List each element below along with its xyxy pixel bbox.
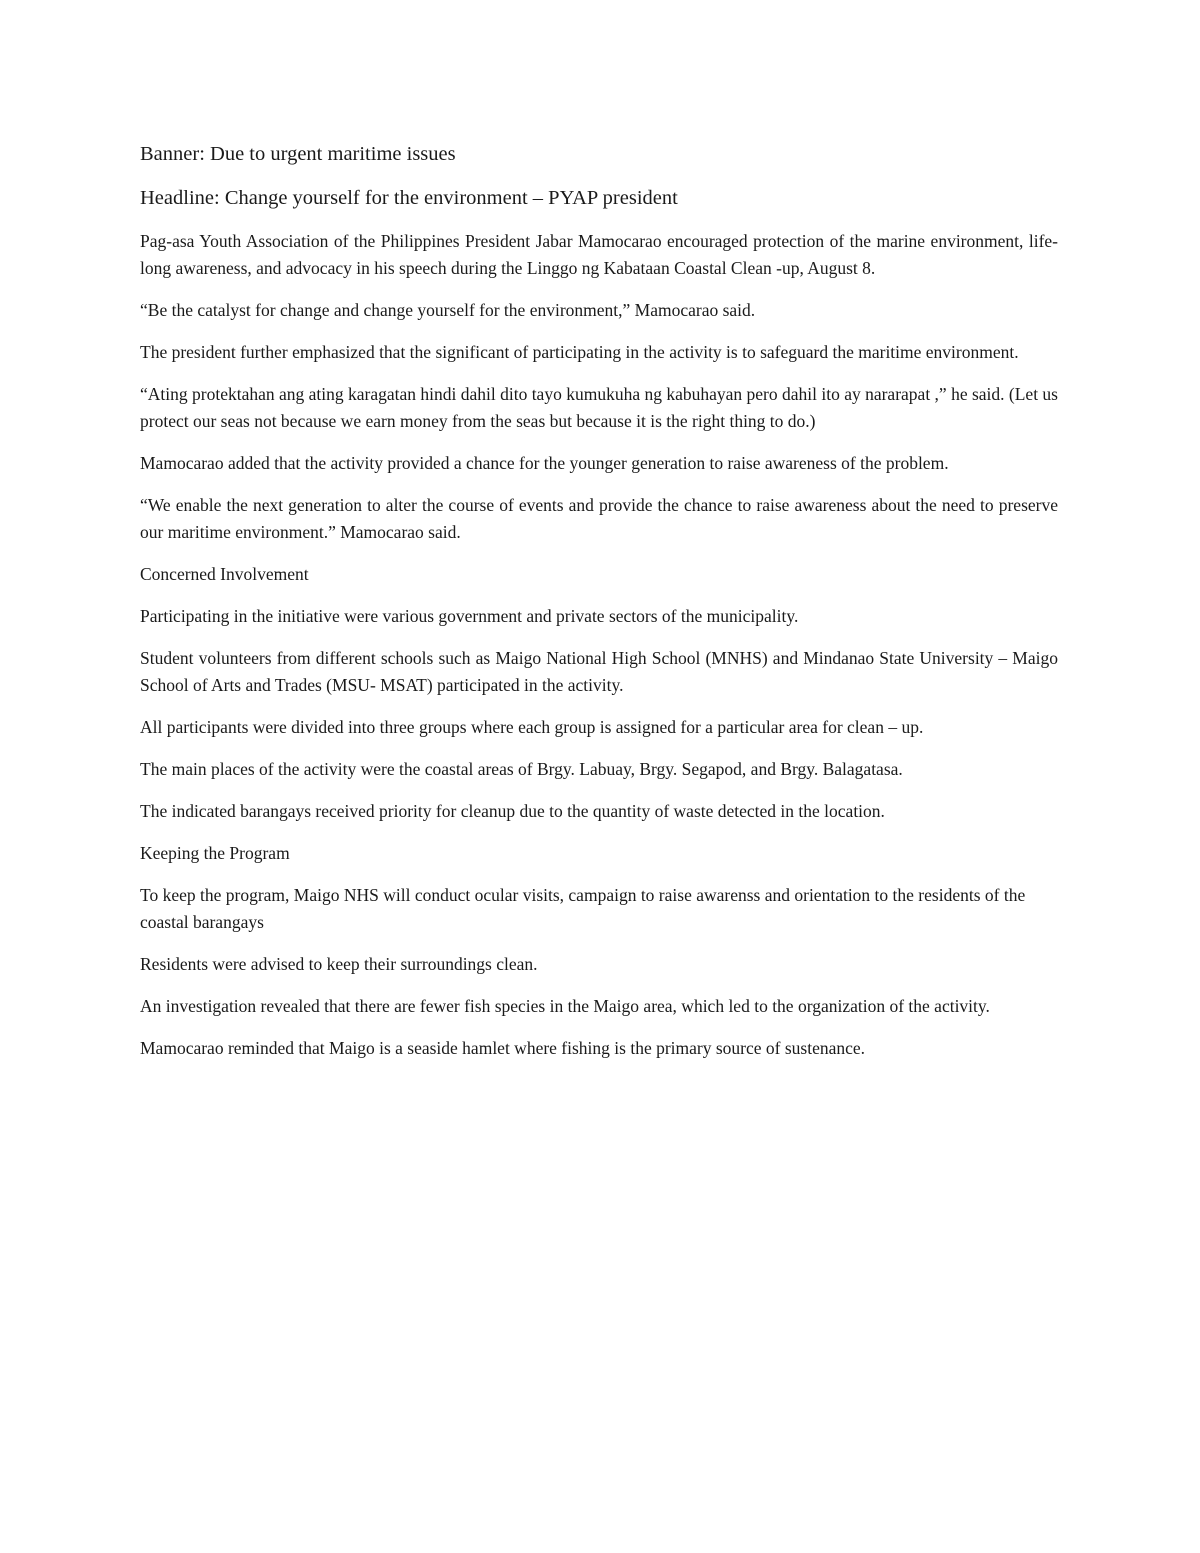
paragraph-main-places: The main places of the activity were the coastal areas of Brgy. Labuay, Brgy. Segapod, and Brgy. Balagatasa. <box>140 759 903 779</box>
paragraph-student-volunteers: Student volunteers from different schools such as Maigo National High School (MNHS) and Mindanao State University – Maigo School of Arts and Trades (MSU- MSAT) participated in the activity. <box>140 648 1058 695</box>
paragraph-president-emphasis: The president further emphasized that the significant of participating in the activity is to safeguard the maritime environment. <box>140 342 1019 362</box>
paragraph-sectors: Participating in the initiative were various government and private sectors of the municipality. <box>140 606 799 626</box>
paragraph-priority: The indicated barangays received priority for cleanup due to the quantity of waste detected in the location. <box>140 801 885 821</box>
document-body <box>140 140 1058 1077</box>
subheading-keeping-program: Keeping the Program <box>140 843 290 863</box>
headline-line: Headline: Change yourself for the environment – PYAP president <box>140 187 678 209</box>
paragraph-investigation: An investigation revealed that there are fewer fish species in the Maigo area, which led to the organization of the activity. <box>140 996 990 1016</box>
paragraph-residents-advised: Residents were advised to keep their surroundings clean. <box>140 954 538 974</box>
banner-line: Banner: Due to urgent maritime issues <box>140 143 456 165</box>
paragraph-groups: All participants were divided into three groups where each group is assigned for a particular area for clean – up. <box>140 717 924 737</box>
paragraph-reminder: Mamocarao reminded that Maigo is a seaside hamlet where fishing is the primary source of sustenance. <box>140 1038 866 1058</box>
paragraph-lead: Pag-asa Youth Association of the Philippines President Jabar Mamocarao encouraged protection of the marine environment, life-long awareness, and advocacy in his speech during the Linggo ng Kabataan Coastal Clean -up, August 8. <box>140 231 1058 278</box>
paragraph-keep-program: To keep the program, Maigo NHS will conduct ocular visits, campaign to raise awarenss and orientation to the residents of the coastal barangays <box>140 885 1026 932</box>
paragraph-younger-generation: Mamocarao added that the activity provided a chance for the younger generation to raise awareness of the problem. <box>140 453 949 473</box>
paragraph-quote-catalyst: “Be the catalyst for change and change yourself for the environment,” Mamocarao said. <box>140 300 756 320</box>
paragraph-quote-filipino: “Ating protektahan ang ating karagatan hindi dahil dito tayo kumukuha ng kabuhayan pero dahil ito ay nararapat ,” he said. (Let us protect our seas not because we earn money from the seas but because it is the right thing to do.) <box>140 384 1058 431</box>
paragraph-quote-next-generation: “We enable the next generation to alter the course of events and provide the chance to raise awareness about the need to preserve our maritime environment.” Mamocarao said. <box>140 495 1058 542</box>
subheading-concerned-involvement: Concerned Involvement <box>140 564 309 584</box>
